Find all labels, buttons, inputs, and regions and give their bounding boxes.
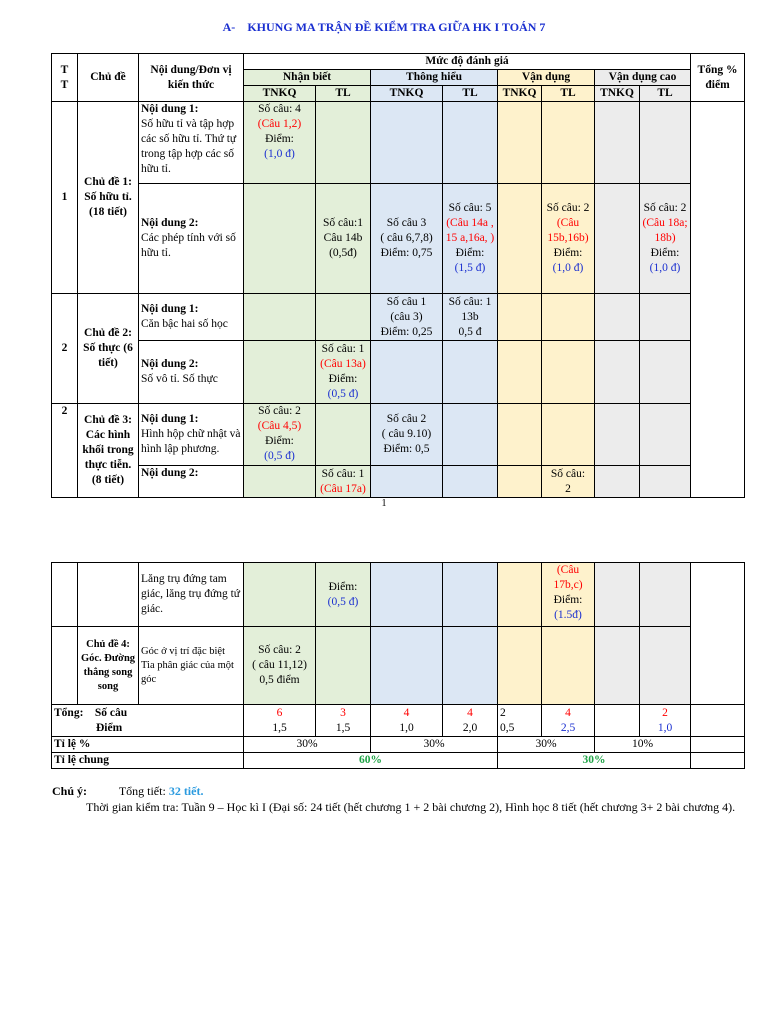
ti-le-cell: 10% [595,737,691,753]
cell-empty [498,102,542,184]
cell-empty [498,184,542,294]
sub-header: TNKQ [244,86,316,102]
sub-header: TNKQ [371,86,443,102]
sub-header: TL [316,86,371,102]
content-cell: Nội dung 2: [139,466,244,498]
content-cell: Góc ở vị trí đặc biệt Tia phân giác của một góc [139,627,244,705]
cell-empty [498,294,542,341]
row-tt: 2 [52,404,78,498]
cell-empty [691,753,745,769]
ti-le-label: Tỉ lệ % [52,737,244,753]
cell-empty [443,102,498,184]
cell-nb-tnkq: Số câu: 2 (Câu 4,5) Điểm: (0,5 đ) [244,404,316,466]
header-nhan-biet: Nhận biết [244,70,371,86]
content-cell: Nội dung 2: Số vô tỉ. Số thực [139,341,244,404]
cell-th-tl: Số câu: 5 (Câu 14a , 15 a,16a, ) Điểm: (1,5 đ) [443,184,498,294]
cell-empty [542,341,595,404]
cell-empty [371,466,443,498]
cell-empty [371,563,443,627]
ti-le-chung-cell: 30% [498,753,691,769]
cell-empty [443,563,498,627]
total-cell: 6 1,5 [244,705,316,737]
cell-empty [640,466,691,498]
page-number: 1 [381,498,387,509]
cell-empty [52,563,78,627]
cell-empty [371,341,443,404]
cell-nb-tl: Số câu:1 Câu 14b (0,5đ) [316,184,371,294]
cell-empty [244,294,316,341]
cell-empty [371,627,443,705]
cell-empty [595,341,640,404]
header-tt: T T [52,54,78,102]
cell-vd-tl: (Câu 17b,c) Điểm: (1.5đ) [542,563,595,627]
sub-header: TL [443,86,498,102]
header-van-dung-cao: Vận dụng cao [595,70,691,86]
cell-nb-tnkq: Số câu: 4 (Câu 1,2) Điểm: (1,0 đ) [244,102,316,184]
header-tong: Tổng % điểm [691,54,745,102]
title-prefix: A- [222,20,236,34]
cell-empty [371,102,443,184]
cell-empty [316,294,371,341]
header-van-dung: Vận dụng [498,70,595,86]
cell-nb-tnkq: Số câu: 2 ( câu 11,12) 0,5 điểm [244,627,316,705]
ti-le-cell: 30% [498,737,595,753]
topic-3: Chủ đề 3: Các hình khối trong thực tiễn. (8 tiết) [78,404,139,498]
matrix-table-page1 [51,53,745,498]
cell-empty [316,404,371,466]
cell-empty [595,627,640,705]
cell-empty [498,627,542,705]
content-cell: Lăng trụ đứng tam giác, lăng trụ đứng tứ giác. [139,563,244,627]
title-text: KHUNG MA TRẬN ĐỀ KIỂM TRA GIỮA HK I TOÁN 7 [247,20,546,34]
cell-nb-tl: Điểm: (0,5 đ) [316,563,371,627]
total-cell: 2 1,0 [640,705,691,737]
sub-header: TNKQ [498,86,542,102]
cell-empty [52,627,78,705]
content-cell: Nội dung 1: Hình hộp chữ nhật và hình lập phương. [139,404,244,466]
cell-empty [443,341,498,404]
note-line-1 [52,784,203,799]
ti-le-chung-cell: 60% [244,753,498,769]
cell-th-tnkq: Số câu 3 ( câu 6,7,8) Điểm: 0,75 [371,184,443,294]
cell-empty [78,563,139,627]
topic-4: Chủ đề 4: Góc. Đường thẳng song song [78,627,139,705]
cell-empty [542,102,595,184]
content-text: Số hữu tỉ và tập hợp các số hữu tỉ. Thứ tự trong tập hợp các số hữu tỉ. [141,118,237,175]
total-cell: 2 0,5 [498,705,542,737]
cell-nb-tl: Số câu: 1 (Câu 17a) [316,466,371,498]
note-tong-tiet-value: 32 tiết. [168,784,204,798]
cell-empty [498,404,542,466]
total-cell: 4 2,0 [443,705,498,737]
content-title: Nội dung 1: [141,103,199,115]
total-column [691,563,745,705]
content-cell [139,102,244,184]
ti-le-cell: 30% [244,737,371,753]
cell-th-tnkq: Số câu 1 (câu 3) Điểm: 0,25 [371,294,443,341]
cell-empty [640,294,691,341]
ti-le-chung-label: Tỉ lệ chung [52,753,244,769]
cell-empty [595,404,640,466]
cell-empty [595,466,640,498]
cell-empty [498,466,542,498]
note-line-2: Thời gian kiểm tra: Tuần 9 – Học kì I (Đại số: 24 tiết (hết chương 1 + 2 bài chương 2), Hình học 8 tiết (hết chương 3+ 2 bài chương 4). [86,800,736,814]
header-noi-dung: Nội dung/Đơn vị kiến thức [139,54,244,102]
content-cell: Nội dung 2: Các phép tính với số hữu tỉ. [139,184,244,294]
header-chu-de: Chủ đề [78,54,139,102]
total-cell: 4 2,5 [542,705,595,737]
sub-header: TL [640,86,691,102]
cell-th-tnkq: Số câu 2 ( câu 9.10) Điểm: 0,5 [371,404,443,466]
cell-empty [244,184,316,294]
cell-empty [640,102,691,184]
topic-2: Chủ đề 2: Số thực (6 tiết) [78,294,139,404]
cell-empty [595,184,640,294]
cell-empty [244,466,316,498]
sub-header: TNKQ [595,86,640,102]
total-cell: 3 1,5 [316,705,371,737]
header-thong-hieu: Thông hiểu [371,70,498,86]
cell-empty [542,627,595,705]
total-label-cell: Tổng: Số câu Điểm [52,705,244,737]
cell-nb-tl: Số câu: 1 (Câu 13a) Điểm: (0,5 đ) [316,341,371,404]
total-cell [595,705,640,737]
page-title [0,20,768,35]
total-cell: 4 1,0 [371,705,443,737]
total-column [691,102,745,498]
cell-empty [542,404,595,466]
cell-empty [691,737,745,753]
row-tt: 1 [52,102,78,294]
ti-le-cell: 30% [371,737,498,753]
cell-empty [595,294,640,341]
cell-vd-tl: Số câu: 2 [542,466,595,498]
cell-empty [244,341,316,404]
topic-1: Chủ đề 1: Số hữu tỉ. (18 tiết) [78,102,139,294]
row-tt: 2 [52,294,78,404]
cell-empty [316,627,371,705]
matrix-table-page2 [51,562,745,769]
cell-empty [640,341,691,404]
cell-empty [443,466,498,498]
cell-empty [640,404,691,466]
cell-empty [640,563,691,627]
cell-empty [498,563,542,627]
cell-vd-tl: Số câu: 2 (Câu 15b,16b) Điểm: (1,0 đ) [542,184,595,294]
cell-empty [691,705,745,737]
cell-empty [640,627,691,705]
cell-empty [443,404,498,466]
cell-empty [316,102,371,184]
cell-empty [542,294,595,341]
cell-th-tl: Số câu: 1 13b 0,5 đ [443,294,498,341]
cell-vdc-tl: Số câu: 2 (Câu 18a; 18b) Điểm: (1,0 đ) [640,184,691,294]
cell-empty [595,563,640,627]
cell-empty [244,563,316,627]
cell-empty [595,102,640,184]
content-cell: Nội dung 1: Căn bậc hai số học [139,294,244,341]
cell-empty [443,627,498,705]
cell-empty [498,341,542,404]
header-muc-do: Mức độ đánh giá [244,54,691,70]
sub-header: TL [542,86,595,102]
note-tong-tiet-label: Tổng tiết: [118,784,166,798]
note-label: Chú ý: [52,784,88,798]
